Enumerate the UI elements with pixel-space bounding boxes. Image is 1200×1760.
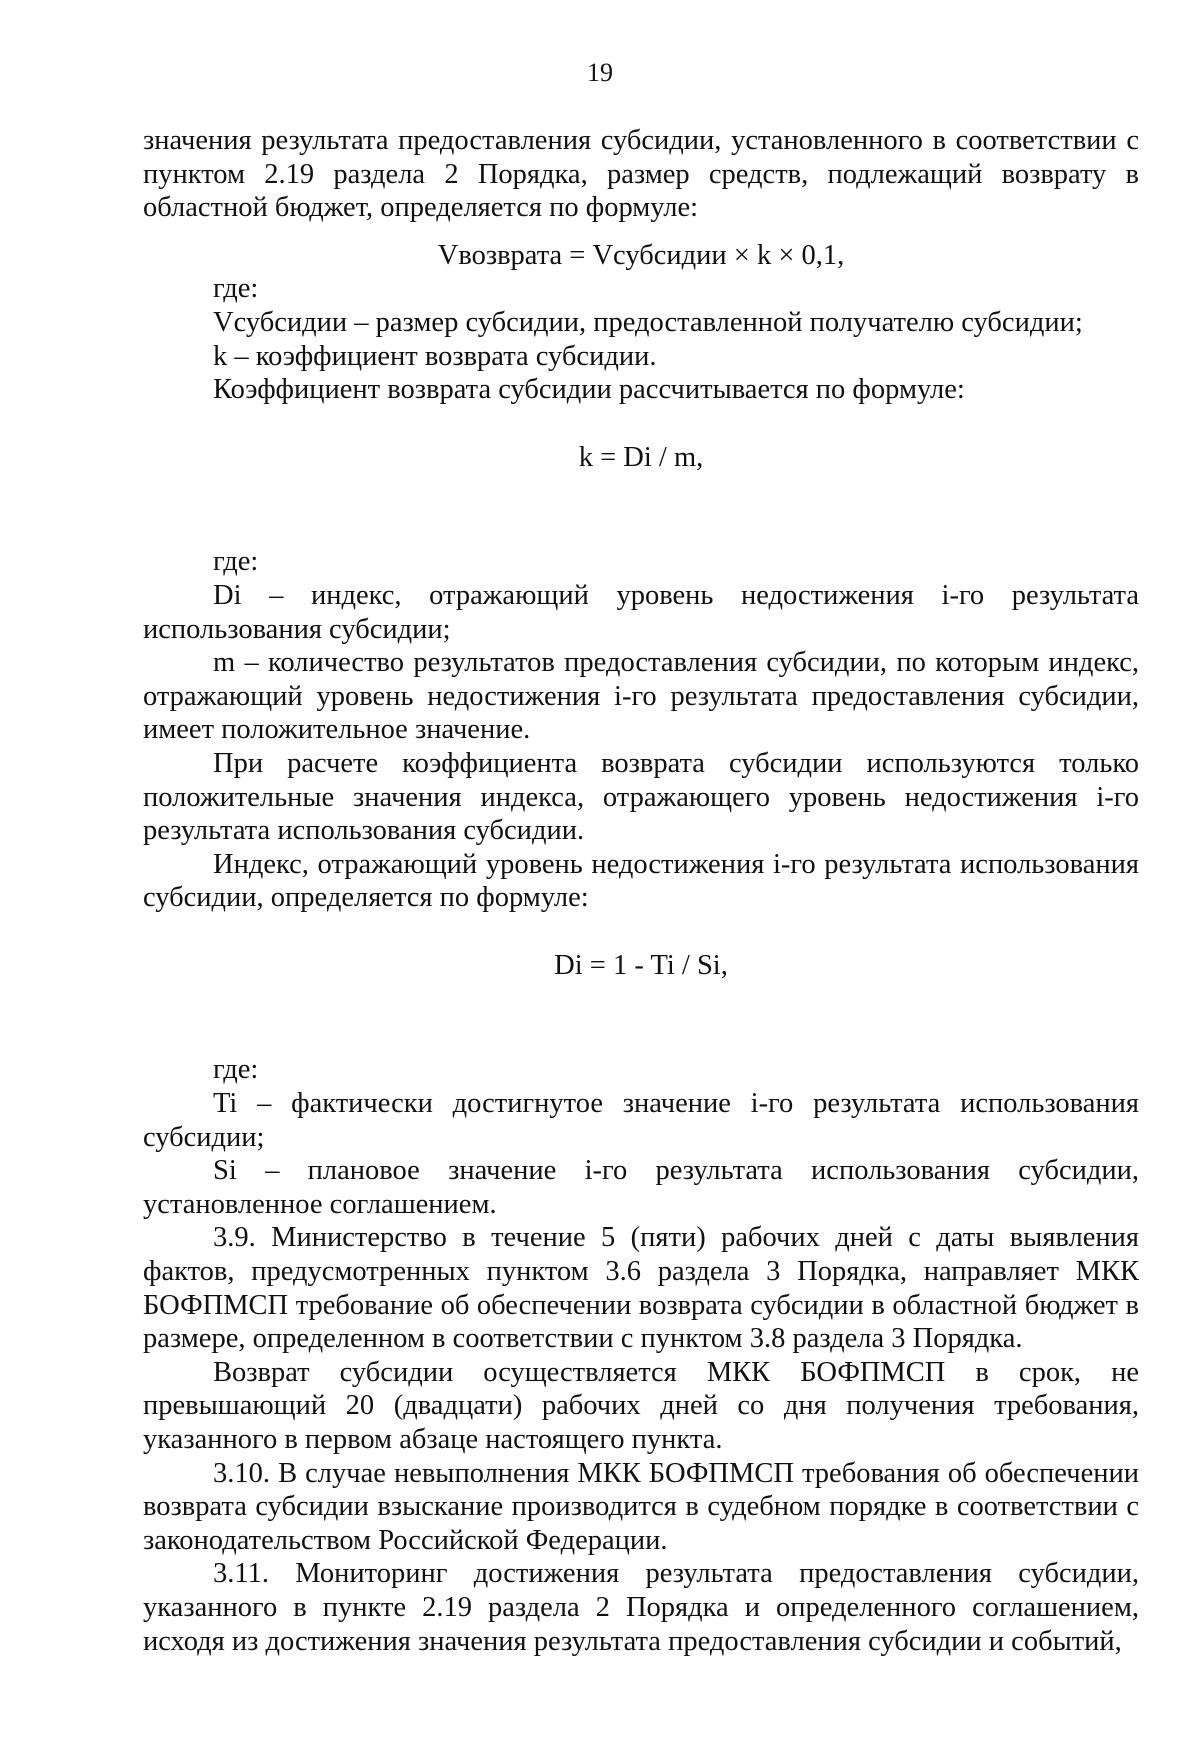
index-formula-intro: Индекс, отражающий уровень недостижения i-го результата использования субсидии, определяется по формуле: — [143, 848, 1139, 914]
definition-m: m – количество результатов предоставления субсидии, по которым индекс, отражающий уровень недостижения i-го результата предоставления субсидии, имеет положительное значение. — [143, 647, 1139, 746]
spacer — [143, 407, 1139, 441]
formula-index: Di = 1 - Ti / Si, — [554, 949, 728, 981]
clause-3-9: 3.9. Министерство в течение 5 (пяти) рабочих дней с даты выявления фактов, предусмотренных пунктом 3.6 раздела 3 Порядка, направляет МКК БОФПМСП требование об обеспечении возврата субсидии в областной бюджет в размере, определенном в соответствии с пунктом 3.8 раздела 3 Порядка. — [143, 1222, 1139, 1355]
where-label: где: — [213, 1054, 259, 1086]
clause-3-10: 3.10. В случае невыполнения МКК БОФПМСП требования об обеспечении возврата субсидии взыскание производится в судебном порядке в соответствии с законодательством Российской Федерации. — [143, 1457, 1139, 1556]
spacer — [143, 982, 1139, 1053]
document-body — [143, 124, 1139, 1658]
where-label: где: — [213, 273, 259, 305]
k-formula-intro: Коэффициент возврата субсидии рассчитывается по формуле: — [213, 374, 965, 406]
formula-coefficient: k = Di / m, — [578, 441, 704, 473]
spacer — [143, 915, 1139, 949]
definition-vsubsidii: Vсубсидии – размер субсидии, предоставленной получателю субсидии; — [213, 306, 1083, 338]
return-term-paragraph: Возврат субсидии осуществляется МКК БОФПМСП в срок, не превышающий 20 (двадцати) рабочих дней со дня получения требования, указанного в первом абзаце настоящего пункта. — [143, 1356, 1139, 1455]
definition-di: Di – индекс, отражающий уровень недостижения i-го результата использования субсидии; — [143, 579, 1139, 645]
intro-paragraph: значения результата предоставления субсидии, установленного в соответствии с пунктом 2.19 раздела 2 Порядка, размер средств, подлежащий возврату в областной бюджет, определяется по формуле: — [143, 125, 1139, 224]
clause-3-11: 3.11. Мониторинг достижения результата предоставления субсидии, указанного в пункте 2.19 раздела 2 Порядка и определенного соглашением, исходя из достижения значения результата предоставления субсидии и событий, — [143, 1558, 1139, 1657]
where-label: где: — [213, 546, 259, 578]
definition-ti: Ti – фактически достигнутое значение i-го результата использования субсидии; — [143, 1088, 1139, 1153]
spacer — [143, 225, 1139, 239]
spacer — [143, 474, 1139, 545]
definition-k: k – коэффициент возврата субсидии. — [213, 340, 657, 372]
page-number: 19 — [587, 58, 613, 87]
formula-refund-amount: Vвозврата = Vсубсидии × k × 0,1, — [437, 239, 845, 271]
definition-si: Si – плановое значение i-го результата использования субсидии, установленное соглашением. — [143, 1155, 1139, 1220]
positive-values-note: При расчете коэффициента возврата субсидии используются только положительные значения индекса, отражающего уровень недостижения i-го результата использования субсидии. — [143, 747, 1139, 847]
